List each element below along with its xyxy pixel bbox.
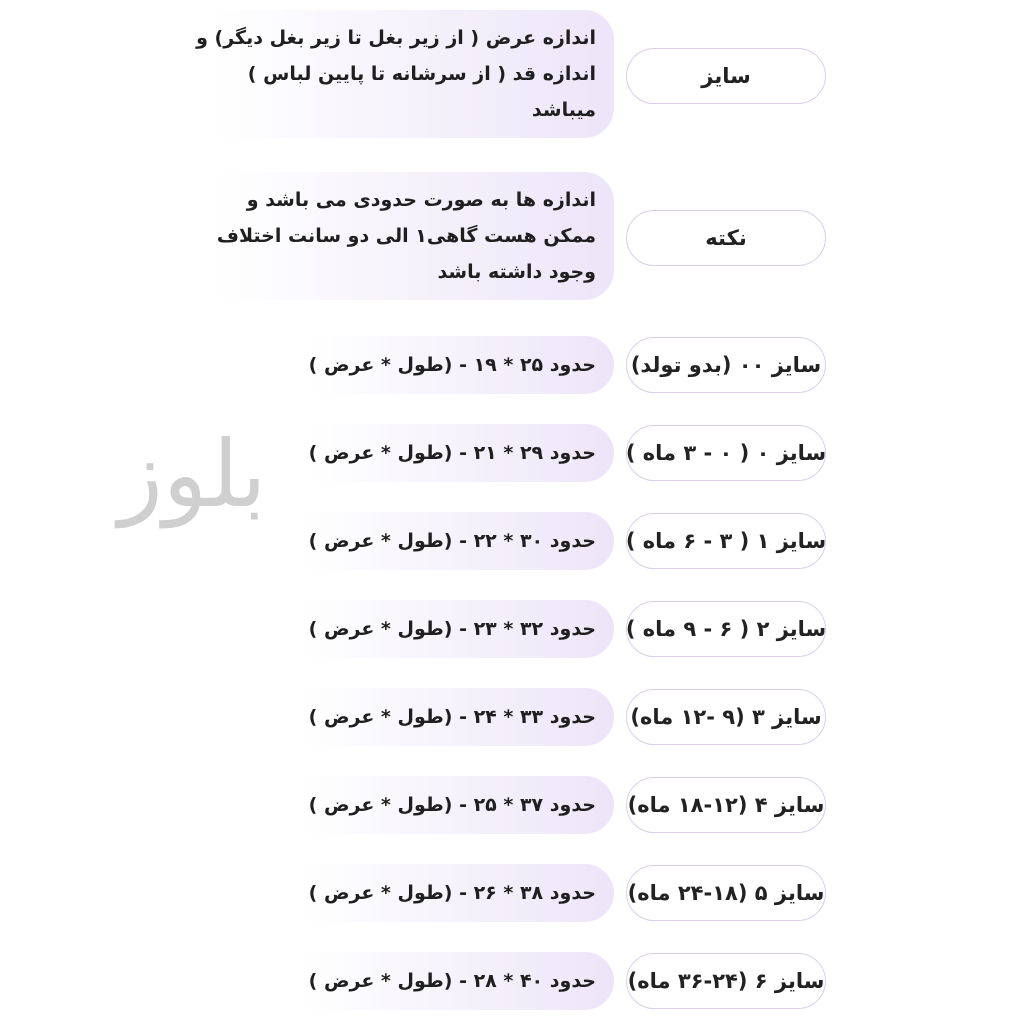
size-description-line-2: اندازه قد ( از سرشانه تا پایین لباس ) — [247, 63, 596, 85]
size-00-dimensions: حدود ۲۵ * ۱۹ - (طول * عرض ) — [314, 336, 614, 394]
size-6-dimensions: حدود ۴۰ * ۲۸ - (طول * عرض ) — [304, 952, 614, 1010]
size-1-dimensions: حدود ۳۰ * ۲۲ - (طول * عرض ) — [304, 512, 614, 570]
size-00-label: سایز ۰۰ (بدو تولد) — [626, 337, 826, 393]
size-description-line-1: اندازه عرض ( از زیر بغل تا زیر بغل دیگر) و — [196, 27, 596, 49]
size-6-label: سایز ۶ (۲۴-۳۶ ماه) — [626, 953, 826, 1009]
size-4-dimensions: حدود ۳۷ * ۲۵ - (طول * عرض ) — [304, 776, 614, 834]
size-0-dimensions: حدود ۲۹ * ۲۱ - (طول * عرض ) — [314, 424, 614, 482]
note-description — [214, 172, 614, 300]
size-2-label: سایز ۲ ( ۶ - ۹ ماه ) — [626, 601, 826, 657]
size-5-dimensions: حدود ۳۸ * ۲۶ - (طول * عرض ) — [304, 864, 614, 922]
size-5-label: سایز ۵ (۱۸-۲۴ ماه) — [626, 865, 826, 921]
watermark-title: بلوز — [118, 421, 267, 528]
size-description — [196, 10, 614, 138]
size-3-dimensions: حدود ۳۳ * ۲۴ - (طول * عرض ) — [304, 688, 614, 746]
size-description-line-3: میباشد — [531, 99, 596, 121]
size-3-label: سایز ۳ (۹ -۱۲ ماه) — [626, 689, 826, 745]
size-1-label: سایز ۱ ( ۳ - ۶ ماه ) — [626, 513, 826, 569]
size-2-dimensions: حدود ۳۲ * ۲۳ - (طول * عرض ) — [304, 600, 614, 658]
note-label: نکته — [626, 210, 826, 266]
size-label: سایز — [626, 48, 826, 104]
size-4-label: سایز ۴ (۱۲-۱۸ ماه) — [626, 777, 826, 833]
note-description-line-3: وجود داشته باشد — [437, 261, 596, 283]
size-0-label: سایز ۰ ( ۰ - ۳ ماه ) — [626, 425, 826, 481]
note-description-line-2: ممکن هست گاهی۱ الی دو سانت اختلاف — [216, 225, 596, 247]
note-description-line-1: اندازه ها به صورت حدودی می باشد و — [246, 189, 596, 211]
